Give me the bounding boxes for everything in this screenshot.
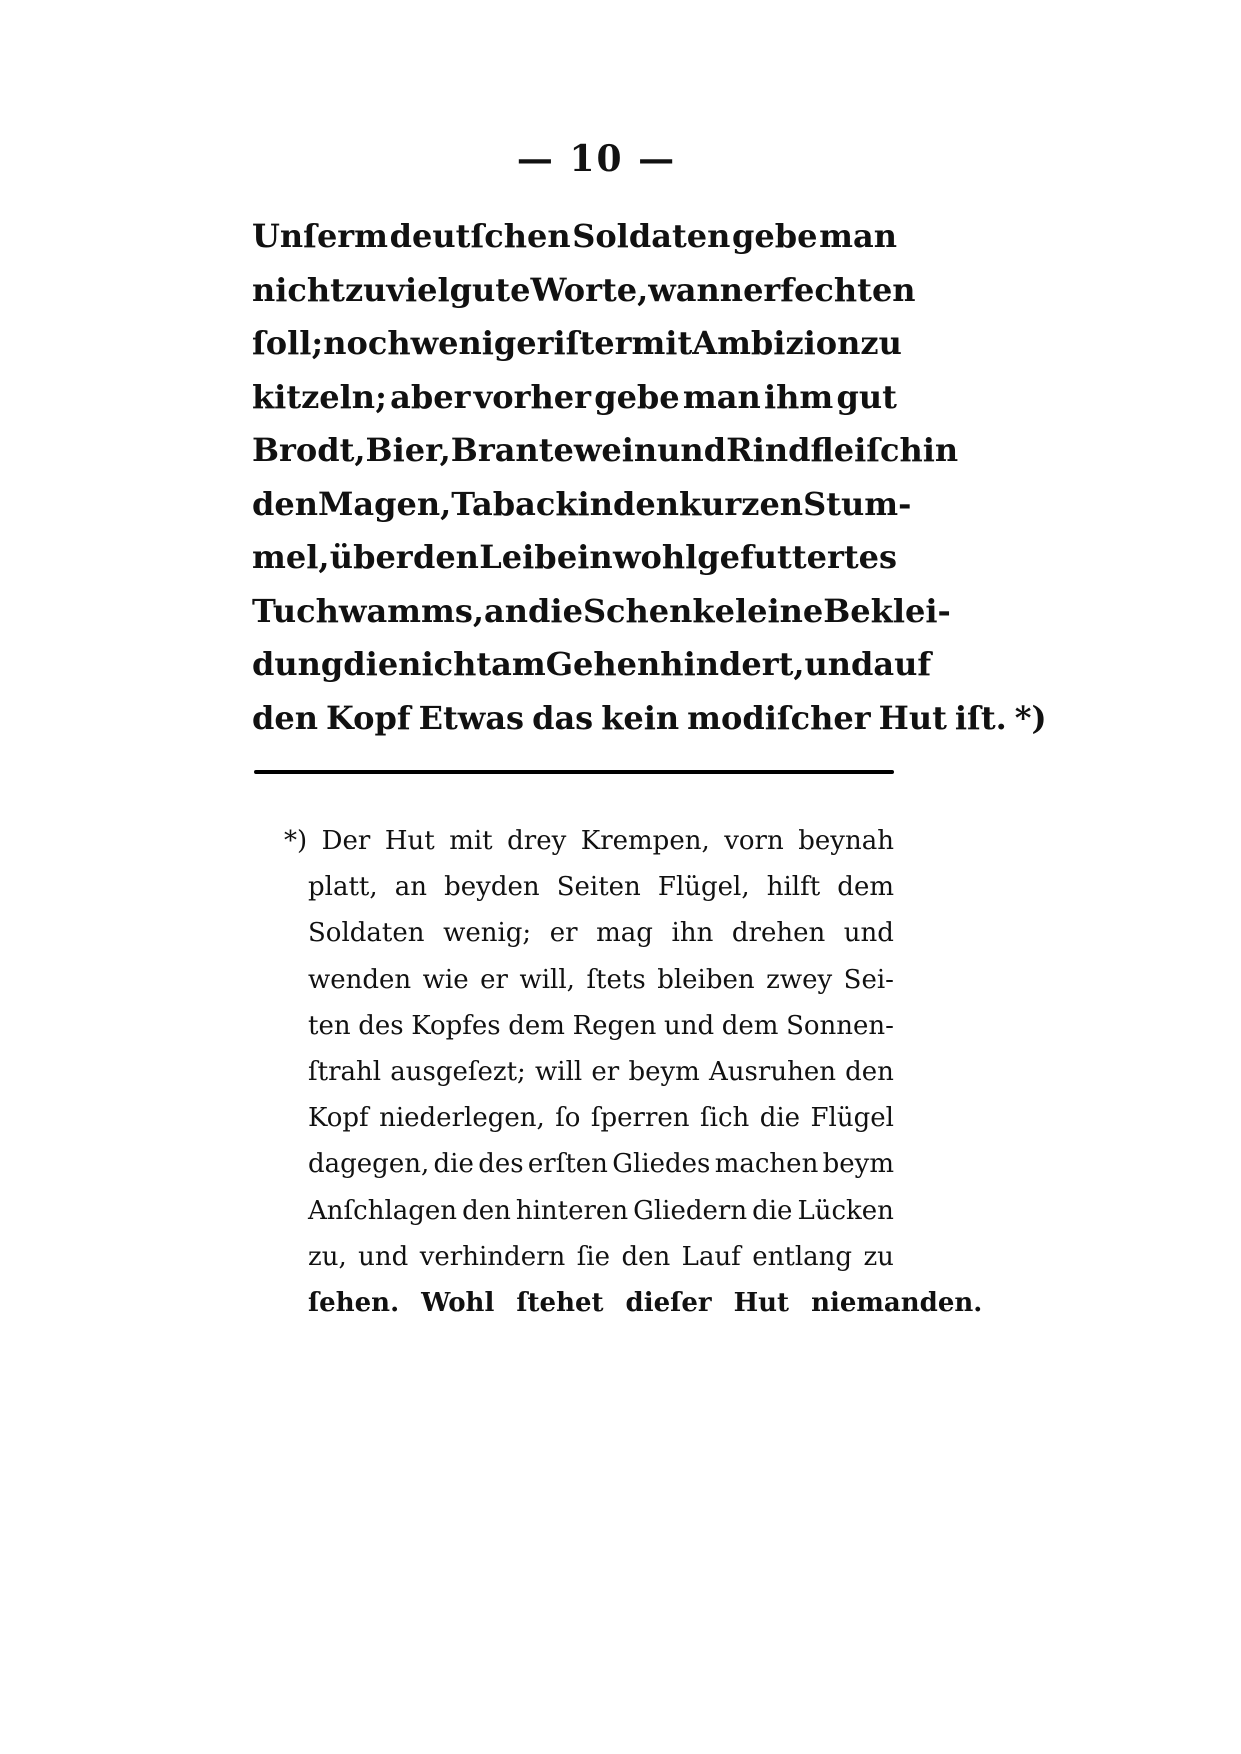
footnote-line: wenden wie er will, ſtets bleiben zwey Sei- (308, 964, 894, 995)
footnote-line: ſtrahl ausgeſezt; will er beym Ausruhen den (308, 1056, 894, 1087)
main-line: nicht zu viel gute Worte, wann er fechten (252, 270, 916, 309)
footnote-line: Kopf niederlegen, ſo ſperren ſich die Flügel (308, 1103, 894, 1134)
main-paragraph (252, 210, 1047, 745)
main-line: kitzeln; aber vorher gebe man ihm gut (252, 377, 897, 416)
page-number: — 10 — (516, 138, 677, 180)
footnote-line: ten des Kopfes dem Regen und dem Sonnen- (308, 1010, 894, 1041)
main-line: Tuchwamms, an die Schenkel eine Beklei- (252, 591, 951, 630)
main-line: mel, über den Leib ein wohlgefuttertes (252, 538, 897, 576)
footnote-line: zu, und verhindern ſie den Lauf entlang zu (308, 1241, 894, 1272)
main-line: den Kopf Etwas das kein modiſcher Hut iſt. *) (252, 698, 1047, 737)
footnote-line: platt, an beyden Seiten Flügel, hilft dem (308, 872, 894, 903)
footnote-line: *) Der Hut mit drey Krempen, vorn beynah (284, 826, 894, 856)
footnote-line: ſehen. Wohl ſtehet dieſer Hut niemanden. (308, 1287, 983, 1318)
footnote-divider (254, 770, 894, 774)
main-line: dung die nicht am Gehen hindert, und auf (252, 645, 932, 683)
main-line: Brodt, Bier, Brantewein und Rindfleiſch in (252, 431, 959, 469)
main-line: Unſerm deutſchen Soldaten gebe man (252, 217, 897, 255)
footnote (284, 818, 983, 1326)
main-line: den Magen, Taback in den kurzen Stum- (252, 484, 912, 523)
footnote-line: dagegen, die des erſten Gliedes machen beym (308, 1149, 894, 1180)
footnote-line: Soldaten wenig; er mag ihn drehen und (308, 918, 894, 949)
main-line: ſoll; noch weniger iſt er mit Ambizion zu (252, 324, 902, 362)
footnote-line: Anſchlagen den hinteren Gliedern die Lücken (308, 1195, 894, 1226)
